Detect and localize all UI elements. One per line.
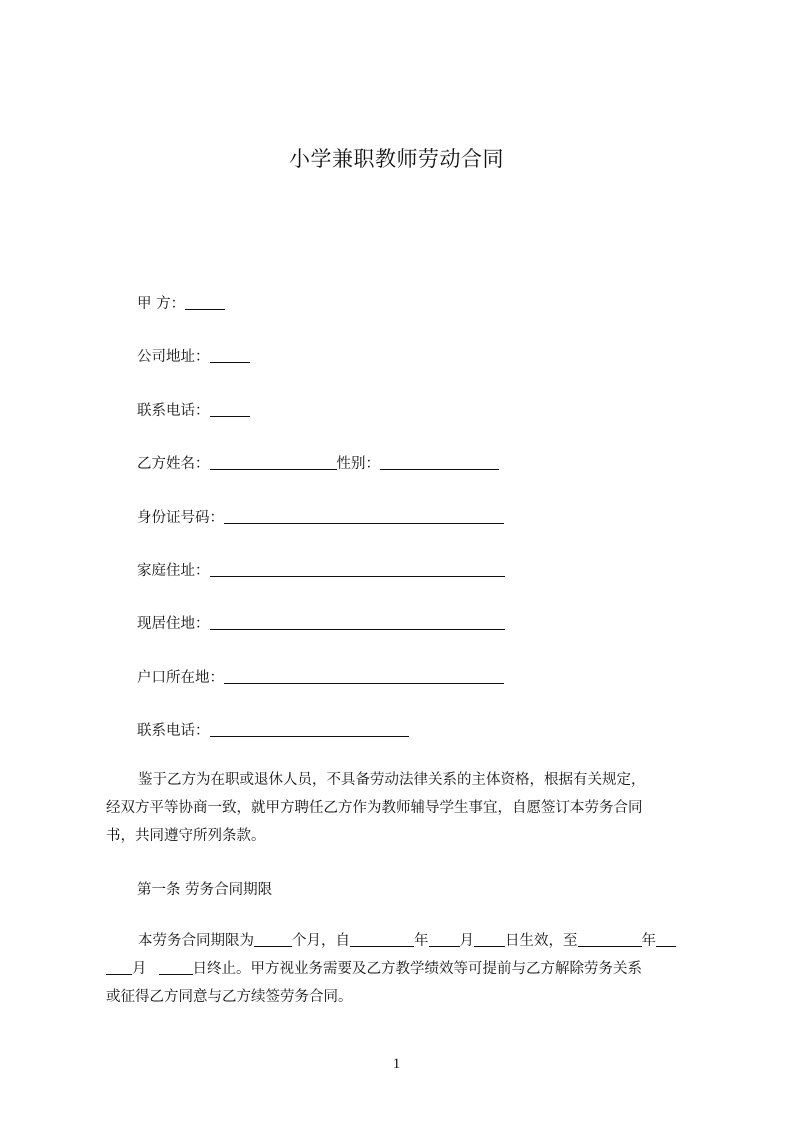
term-text-7: 月	[132, 961, 147, 977]
term-months-blank	[254, 932, 292, 947]
term-text-2: 个月，自	[292, 933, 350, 949]
contact-phone-2-field	[137, 719, 409, 740]
company-address-field	[137, 345, 250, 366]
term-text-1: 本劳务合同期限为	[138, 933, 254, 949]
home-address-label: 家庭住址：	[137, 563, 210, 579]
contact-phone-2-label: 联系电话：	[137, 723, 210, 739]
end-month-blank-start	[656, 932, 676, 947]
party-a-label: 甲 方：	[137, 296, 186, 312]
household-registration-field	[137, 666, 504, 687]
id-number-field	[137, 506, 504, 527]
start-month-blank	[429, 932, 460, 947]
contact-phone-2-blank	[210, 721, 409, 737]
current-address-blank	[210, 614, 505, 630]
party-a-blank	[185, 294, 225, 310]
term-text-3: 年	[414, 933, 429, 949]
household-registration-label: 户口所在地：	[137, 670, 224, 686]
end-day-blank	[159, 960, 193, 975]
article-1-paragraph	[106, 927, 702, 1011]
preamble-line-1: 鉴于乙方为在职或退休人员，不具备劳动法律关系的主体资格，根据有关规定，	[138, 772, 646, 788]
article-1-line-3: 或征得乙方同意与乙方续签劳务合同。	[106, 989, 353, 1005]
id-number-blank	[224, 508, 504, 524]
gender-label: 性别：	[336, 456, 380, 472]
article-1-line-2	[106, 955, 702, 983]
document-title: 小学兼职教师劳动合同	[289, 147, 504, 171]
end-month-blank	[106, 960, 132, 975]
company-address-label: 公司地址：	[137, 349, 210, 365]
term-text-5: 日生效，至	[505, 933, 578, 949]
article-1-line-1	[106, 927, 702, 955]
contact-phone-field	[137, 399, 250, 420]
article-1-heading: 第一条 劳务合同期限	[137, 882, 273, 898]
company-address-blank	[210, 347, 250, 363]
party-b-name-blank	[210, 454, 337, 470]
home-address-field	[137, 559, 505, 580]
party-a-field	[137, 292, 225, 313]
contact-phone-blank	[210, 401, 250, 417]
preamble-line-3: 书，共同遵守所列条款。	[106, 828, 266, 844]
id-number-label: 身份证号码：	[137, 510, 224, 526]
party-b-name-field	[137, 452, 499, 473]
term-text-8: 日终止。甲方视业务需要及乙方教学绩效等可提前与乙方解除劳务关系	[192, 961, 642, 977]
current-address-field	[137, 612, 505, 633]
party-b-name-label: 乙方姓名：	[137, 456, 210, 472]
preamble-line-2: 经双方平等协商一致，就甲方聘任乙方作为教师辅导学生事宜，自愿签订本劳务合同	[106, 800, 643, 816]
contact-phone-label: 联系电话：	[137, 403, 210, 419]
term-text-6: 年	[641, 933, 656, 949]
end-year-blank	[578, 932, 642, 947]
page-number: 1	[392, 1056, 401, 1072]
gender-blank	[380, 454, 499, 470]
household-registration-blank	[224, 668, 504, 684]
preamble-paragraph	[106, 766, 702, 850]
start-day-blank	[474, 932, 505, 947]
term-text-4: 月	[459, 933, 474, 949]
current-address-label: 现居住地：	[137, 616, 210, 632]
start-year-blank	[350, 932, 414, 947]
home-address-blank	[210, 561, 505, 577]
